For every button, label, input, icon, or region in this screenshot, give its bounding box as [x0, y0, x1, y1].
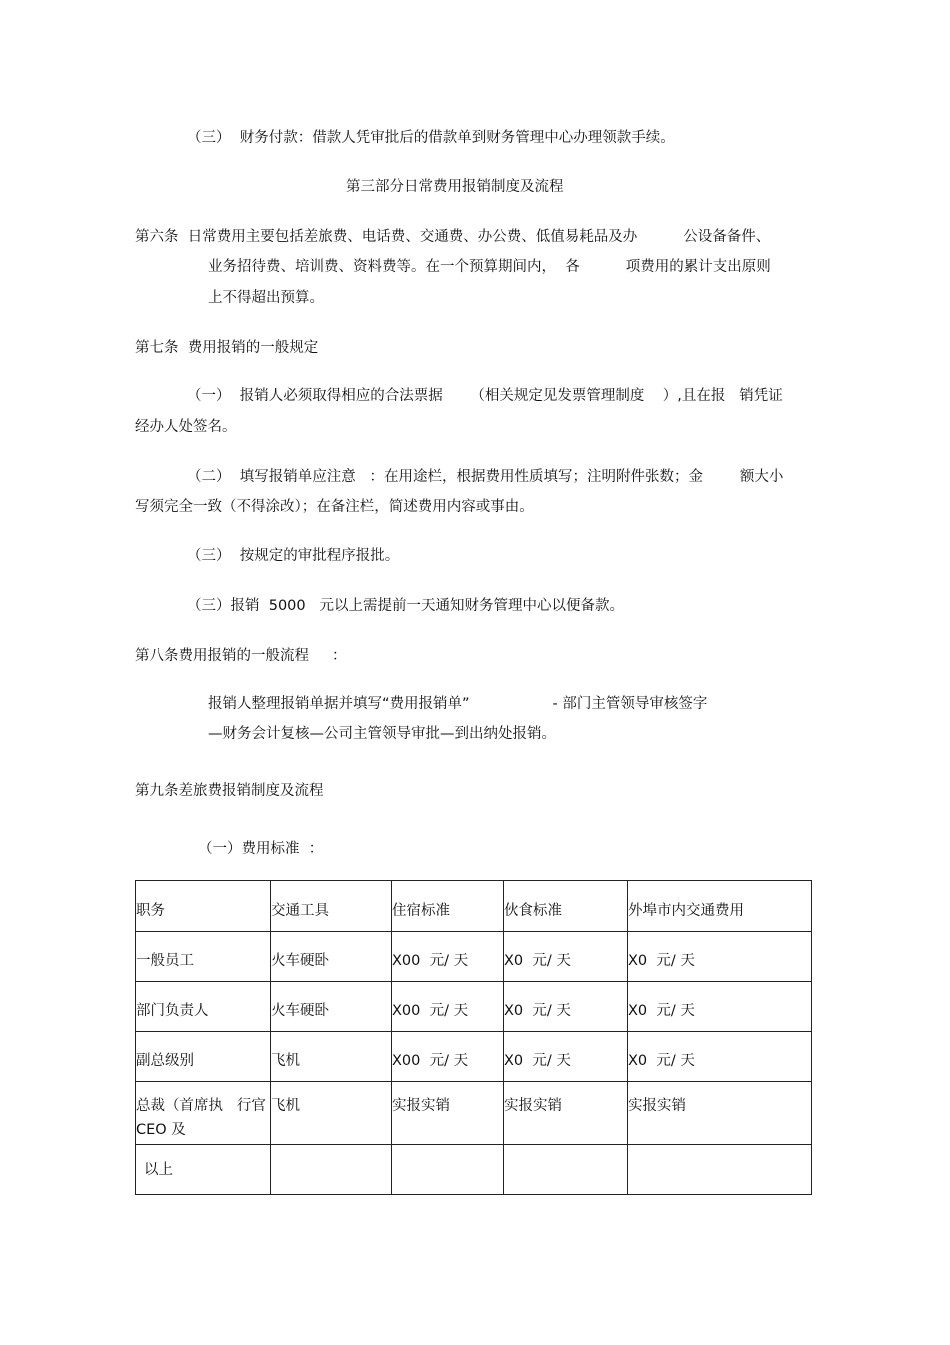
- table-row: [136, 1032, 812, 1082]
- table-row: [136, 982, 812, 1032]
- article-7-item-2-line-1: （二） 填写报销单应注意 ：在用途栏，根据费用性质填写；注明附件张数；金 额大小: [187, 469, 784, 485]
- table-cell: 火车硬卧: [271, 932, 392, 982]
- article-7-item-1-line-2: 经办人处签名。: [135, 419, 237, 435]
- table-cell: 实报实销: [392, 1082, 504, 1145]
- table-cell: X0 元/ 天: [628, 932, 812, 982]
- article-9-item-1: （一）费用标准 ：: [198, 841, 324, 857]
- table-header-cell: 伙食标准: [504, 881, 628, 932]
- article-6-line-2: 业务招待费、培训费、资料费等。在一个预算期间内， 各 项费用的累计支出原则: [208, 259, 771, 275]
- table-cell: 总裁（首席执 行官 CEO 及: [136, 1082, 271, 1145]
- article-6-line-1: 第六条 日常费用主要包括差旅费、电话费、交通费、办公费、低值易耗品及办 公设备备件、: [135, 229, 771, 245]
- article-7-item-4: （三）报销 5000 元以上需提前一天通知财务管理中心以便备款。: [187, 598, 624, 614]
- table-row: [136, 1145, 812, 1195]
- table-header-cell: 外埠市内交通费用: [628, 881, 812, 932]
- travel-expense-table: [135, 880, 812, 1195]
- table-row: [136, 1082, 812, 1145]
- table-cell: [504, 1145, 628, 1195]
- table-header-cell: 交通工具: [271, 881, 392, 932]
- table-cell: X0 元/ 天: [628, 982, 812, 1032]
- table-cell: X00 元/ 天: [392, 932, 504, 982]
- table-cell: 飞机: [271, 1082, 392, 1145]
- table-cell: 实报实销: [504, 1082, 628, 1145]
- article-7-title: 第七条 费用报销的一般规定: [135, 340, 319, 356]
- table-cell: 副总级别: [136, 1032, 271, 1082]
- table-cell-continuation: CEO 及: [136, 1122, 186, 1138]
- table-cell: 以上: [136, 1145, 271, 1195]
- table-cell: [392, 1145, 504, 1195]
- table-header-row: [136, 881, 812, 932]
- table-header-cell: 住宿标准: [392, 881, 504, 932]
- article-8-flow-line-1: 报销人整理报销单据并填写“费用报销单” - 部门主管领导审核签字: [208, 696, 708, 712]
- table-cell: 部门负责人: [136, 982, 271, 1032]
- article-9-title: 第九条差旅费报销制度及流程: [135, 783, 324, 799]
- article-7-item-3: （三） 按规定的审批程序报批。: [187, 548, 400, 564]
- table-cell: X0 元/ 天: [504, 982, 628, 1032]
- article-7-item-1-line-1: （一） 报销人必须取得相应的合法票据 （相关规定见发票管理制度 ）,且在报 销凭证: [187, 388, 783, 404]
- article-6-line-3: 上不得超出预算。: [208, 290, 324, 306]
- table-cell: [271, 1145, 392, 1195]
- table-cell: X00 元/ 天: [392, 1032, 504, 1082]
- table-header-cell: 职务: [136, 881, 271, 932]
- table-cell: 一般员工: [136, 932, 271, 982]
- article-8-flow-line-2: —财务会计复核—公司主管领导审批—到出纳处报销。: [208, 726, 556, 742]
- section-heading: 第三部分日常费用报销制度及流程: [346, 179, 564, 195]
- table-cell: 飞机: [271, 1032, 392, 1082]
- paragraph-finance-payment: （三） 财务付款：借款人凭审批后的借款单到财务管理中心办理领款手续。: [187, 130, 675, 146]
- article-7-item-2-line-2: 写须完全一致（不得涂改）；在备注栏，简述费用内容或事由。: [135, 499, 534, 515]
- table-cell: X0 元/ 天: [504, 1032, 628, 1082]
- table-cell: 火车硬卧: [271, 982, 392, 1032]
- table-cell: [628, 1145, 812, 1195]
- table-cell: X0 元/ 天: [504, 932, 628, 982]
- table-cell: X0 元/ 天: [628, 1032, 812, 1082]
- table-cell: 实报实销: [628, 1082, 812, 1145]
- table-row: [136, 932, 812, 982]
- table-cell: X00 元/ 天: [392, 982, 504, 1032]
- article-8-title: 第八条费用报销的一般流程 ：: [135, 648, 347, 664]
